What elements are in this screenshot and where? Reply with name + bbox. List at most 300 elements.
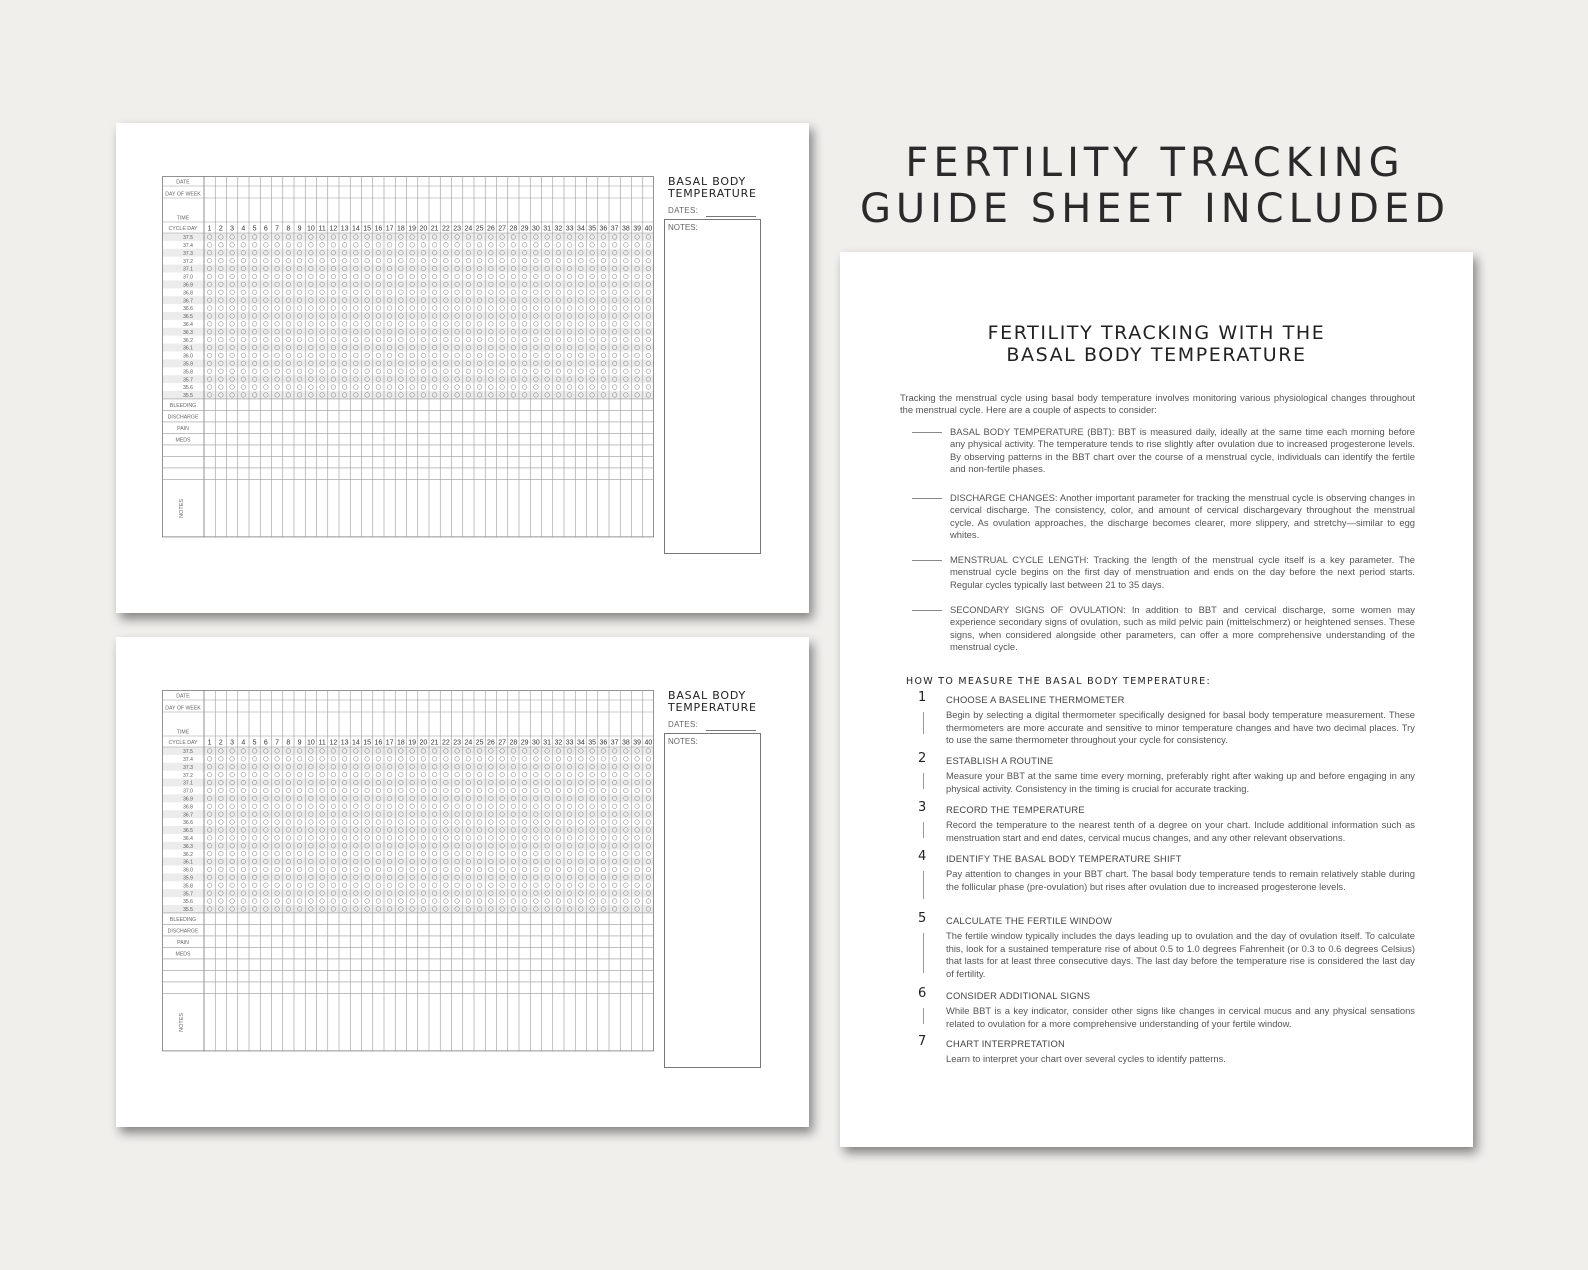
temperature-circle	[511, 290, 516, 295]
temperature-circle	[376, 353, 381, 358]
temperature-circle	[264, 836, 269, 841]
temperature-circle	[376, 258, 381, 263]
temperature-circle	[646, 804, 651, 809]
temperature-circle	[624, 290, 629, 295]
temperature-circle	[545, 757, 550, 762]
row-label: TIME	[176, 729, 190, 736]
temperature-circle	[331, 899, 336, 904]
temperature-circle	[601, 243, 606, 248]
temperature-circle	[219, 851, 224, 856]
temperature-circle	[590, 883, 595, 888]
temperature-circle	[286, 757, 291, 762]
temperature-circle	[421, 385, 426, 390]
temperature-circle	[500, 290, 505, 295]
cycle-day-number: 35	[588, 225, 597, 233]
cycle-day-number: 32	[554, 225, 563, 233]
temperature-circle	[635, 788, 640, 793]
temperature-circle	[342, 836, 347, 841]
temperature-circle	[500, 867, 505, 872]
temperature-circle	[534, 337, 539, 342]
temperature-circle	[500, 337, 505, 342]
temperature-circle	[432, 369, 437, 374]
temperature-label: 35.8	[183, 883, 193, 890]
temperature-circle	[601, 757, 606, 762]
temperature-circle	[522, 274, 527, 279]
temperature-circle	[399, 353, 404, 358]
temperature-circle	[331, 836, 336, 841]
temperature-circle	[522, 851, 527, 856]
temperature-circle	[590, 867, 595, 872]
temperature-circle	[399, 274, 404, 279]
temperature-circle	[421, 290, 426, 295]
temperature-circle	[624, 353, 629, 358]
temperature-circle	[342, 274, 347, 279]
temperature-circle	[432, 820, 437, 825]
temperature-circle	[522, 883, 527, 888]
cycle-day-number: 1	[207, 739, 212, 747]
temperature-circle	[511, 820, 516, 825]
temperature-circle	[635, 243, 640, 248]
temperature-circle	[387, 851, 392, 856]
temperature-circle	[500, 306, 505, 311]
step-number: 1	[918, 690, 927, 705]
temperature-circle	[477, 867, 482, 872]
temperature-circle	[219, 322, 224, 327]
temperature-circle	[612, 804, 617, 809]
temperature-circle	[455, 274, 460, 279]
temperature-circle	[410, 820, 415, 825]
cycle-day-number: 27	[498, 739, 507, 747]
step-item	[918, 751, 1415, 795]
temperature-row-shade	[163, 359, 655, 367]
temperature-circle	[410, 772, 415, 777]
temperature-circle	[432, 883, 437, 888]
temperature-circle	[219, 804, 224, 809]
row-label: CYCLE DAY	[168, 226, 198, 232]
temperature-circle	[354, 788, 359, 793]
temperature-circle	[354, 306, 359, 311]
temperature-circle	[556, 836, 561, 841]
temperature-circle	[500, 757, 505, 762]
temperature-label: 36.5	[183, 828, 193, 835]
temperature-circle	[444, 322, 449, 327]
temperature-circle	[612, 820, 617, 825]
temperature-circle	[207, 804, 212, 809]
temperature-circle	[241, 353, 246, 358]
aspect-text: DISCHARGE CHANGES: Another important parameter for tracking the menstrual cycle is observing changes in cervical discharge. The consistency, color, and amount of cervical dischargevary throughout the menstrual cycle. As ovulation approaches, the discharge becomes clearer, more slippery, and stretchy—similar to egg whites.	[950, 492, 1415, 541]
temperature-circle	[387, 899, 392, 904]
temperature-circle	[376, 883, 381, 888]
cycle-day-number: 17	[385, 225, 394, 233]
bbt-chart-grid	[162, 690, 662, 1072]
cycle-day-number: 6	[263, 739, 268, 747]
temperature-circle	[624, 883, 629, 888]
temperature-circle	[534, 258, 539, 263]
temperature-circle	[252, 385, 257, 390]
temperature-circle	[455, 337, 460, 342]
temperature-circle	[466, 306, 471, 311]
temperature-circle	[612, 772, 617, 777]
temperature-circle	[376, 274, 381, 279]
temperature-circle	[444, 258, 449, 263]
temperature-circle	[624, 243, 629, 248]
temperature-label: 36.3	[183, 843, 193, 850]
temperature-circle	[331, 369, 336, 374]
temperature-circle	[455, 867, 460, 872]
cycle-day-number: 35	[588, 739, 597, 747]
aspect-text: MENSTRUAL CYCLE LENGTH: Tracking the length of the menstrual cycle itself is a key parameter. The menstrual cycle begins on the first day of menstruation and ends on the day before the next period starts. Regular cycles typically last between 21 to 35 days.	[950, 554, 1415, 590]
temperature-circle	[466, 851, 471, 856]
temperature-circle	[207, 306, 212, 311]
temperature-circle	[567, 290, 572, 295]
temperature-label: 36.1	[183, 345, 193, 352]
temperature-circle	[207, 385, 212, 390]
temperature-circle	[387, 337, 392, 342]
temperature-circle	[500, 820, 505, 825]
temperature-circle	[219, 337, 224, 342]
temperature-circle	[376, 820, 381, 825]
temperature-circle	[601, 899, 606, 904]
temperature-circle	[511, 788, 516, 793]
temperature-circle	[522, 353, 527, 358]
temperature-circle	[410, 322, 415, 327]
cycle-day-number: 11	[318, 225, 326, 233]
step-text: The fertile window typically includes the days leading up to ovulation and the day of ovulation itself. To calculate this, look for a sustained temperature rise of about 0.5 to 1.0 degrees Fahrenheit (or 0.3 to 0.6 degrees Celsius) that lasts for at least three consecutive days. The last day before the temperature rise is considered the last day of fertility.	[946, 930, 1415, 979]
temperature-row-shade	[163, 763, 655, 771]
temperature-circle	[410, 899, 415, 904]
temperature-circle	[264, 804, 269, 809]
step-item	[918, 1034, 1415, 1066]
temperature-circle	[635, 274, 640, 279]
cycle-day-number: 15	[363, 739, 372, 747]
temperature-circle	[252, 820, 257, 825]
temperature-circle	[579, 851, 584, 856]
temperature-circle	[545, 353, 550, 358]
temperature-circle	[624, 337, 629, 342]
temperature-circle	[252, 804, 257, 809]
temperature-row-shade	[163, 312, 655, 320]
temperature-circle	[590, 788, 595, 793]
aspect-text: BASAL BODY TEMPERATURE (BBT): BBT is measured daily, ideally at the same time each morning before any physical activity. The temperature tends to rise slightly after ovulation due to increased progesterone levels. By observing patterns in the BBT chart over the course of a menstrual cycle, individuals can identify the fertile and non-fertile phases.	[950, 426, 1415, 475]
row-label: TIME	[176, 215, 190, 222]
temperature-circle	[466, 788, 471, 793]
temperature-circle	[354, 772, 359, 777]
temperature-circle	[466, 772, 471, 777]
temperature-circle	[646, 337, 651, 342]
temperature-circle	[635, 899, 640, 904]
cycle-day-number: 7	[275, 225, 280, 233]
temperature-circle	[207, 851, 212, 856]
temperature-circle	[376, 804, 381, 809]
temperature-circle	[342, 385, 347, 390]
temperature-circle	[342, 290, 347, 295]
notes-row-label: NOTES	[179, 498, 185, 518]
temperature-circle	[534, 322, 539, 327]
temperature-circle	[444, 369, 449, 374]
temperature-circle	[241, 385, 246, 390]
temperature-label: 36.7	[183, 812, 193, 819]
temperature-label: 36.7	[183, 298, 193, 305]
temperature-circle	[601, 788, 606, 793]
cycle-day-number: 28	[509, 739, 518, 747]
temperature-circle	[264, 883, 269, 888]
temperature-circle	[455, 836, 460, 841]
step-title: CONSIDER ADDITIONAL SIGNS	[946, 990, 1091, 1001]
bbt-chart-sheet-2	[116, 637, 809, 1127]
guide-title-line-2: BASAL BODY TEMPERATURE	[1006, 344, 1307, 366]
temperature-circle	[432, 804, 437, 809]
hero-title-line-2: GUIDE SHEET INCLUDED	[859, 186, 1451, 232]
tracking-label: DISCHARGE	[167, 414, 199, 421]
temperature-circle	[511, 883, 516, 888]
temperature-circle	[635, 385, 640, 390]
temperature-circle	[309, 322, 314, 327]
temperature-circle	[534, 772, 539, 777]
tracking-label: DISCHARGE	[167, 928, 199, 935]
temperature-circle	[545, 899, 550, 904]
temperature-circle	[500, 804, 505, 809]
temperature-circle	[207, 290, 212, 295]
temperature-circle	[590, 337, 595, 342]
temperature-circle	[556, 353, 561, 358]
cycle-day-number: 10	[306, 739, 315, 747]
temperature-circle	[455, 290, 460, 295]
temperature-circle	[534, 385, 539, 390]
temperature-circle	[342, 757, 347, 762]
temperature-circle	[230, 899, 235, 904]
temperature-circle	[635, 322, 640, 327]
temperature-circle	[511, 243, 516, 248]
temperature-circle	[601, 867, 606, 872]
temperature-row-shade	[163, 265, 655, 273]
temperature-circle	[219, 385, 224, 390]
temperature-circle	[545, 385, 550, 390]
temperature-circle	[477, 899, 482, 904]
temperature-circle	[477, 851, 482, 856]
temperature-circle	[410, 757, 415, 762]
temperature-circle	[365, 757, 370, 762]
temperature-circle	[286, 883, 291, 888]
temperature-circle	[387, 243, 392, 248]
step-text: Begin by selecting a digital thermometer specifically designed for basal body temperature measurement. These thermometers are more accurate and sensitive to minor temperature changes and have two decimal places. Try to use the same thermometer throughout your cycle for consistency.	[946, 709, 1415, 746]
cycle-day-number: 33	[565, 739, 574, 747]
cycle-day-number: 5	[252, 225, 257, 233]
temperature-circle	[590, 851, 595, 856]
temperature-circle	[466, 337, 471, 342]
temperature-row-shade	[163, 249, 655, 257]
temperature-circle	[387, 804, 392, 809]
temperature-circle	[545, 772, 550, 777]
aspect-text: SECONDARY SIGNS OF OVULATION: In addition to BBT and cervical discharge, some women may experience secondary signs of ovulation, such as mild pelvic pain (mittelschmerz) or heightened senses. These signs, when considered alongside other parameters, can offer a more comprehensive understanding of the menstrual cycle.	[950, 604, 1415, 653]
temperature-circle	[309, 820, 314, 825]
temperature-circle	[297, 353, 302, 358]
temperature-circle	[342, 337, 347, 342]
temperature-circle	[477, 757, 482, 762]
temperature-circle	[590, 899, 595, 904]
temperature-circle	[556, 788, 561, 793]
temperature-circle	[522, 820, 527, 825]
temperature-circle	[556, 369, 561, 374]
temperature-circle	[545, 883, 550, 888]
temperature-circle	[376, 243, 381, 248]
temperature-circle	[219, 306, 224, 311]
temperature-circle	[354, 290, 359, 295]
temperature-circle	[489, 804, 494, 809]
temperature-circle	[410, 258, 415, 263]
temperature-circle	[252, 306, 257, 311]
cycle-day-number: 15	[363, 225, 372, 233]
temperature-circle	[264, 385, 269, 390]
temperature-circle	[410, 804, 415, 809]
notes-label: NOTES:	[668, 223, 698, 232]
temperature-circle	[286, 322, 291, 327]
temperature-circle	[567, 851, 572, 856]
temperature-label: 36.0	[183, 353, 193, 360]
temperature-circle	[646, 385, 651, 390]
cycle-day-number: 33	[565, 225, 574, 233]
temperature-circle	[511, 306, 516, 311]
temperature-circle	[500, 353, 505, 358]
temperature-circle	[466, 757, 471, 762]
temperature-circle	[230, 353, 235, 358]
temperature-circle	[466, 322, 471, 327]
temperature-circle	[320, 772, 325, 777]
temperature-circle	[230, 274, 235, 279]
step-line	[923, 871, 924, 899]
cycle-day-number: 16	[374, 225, 383, 233]
cycle-day-number: 25	[475, 225, 484, 233]
temperature-circle	[297, 899, 302, 904]
temperature-circle	[410, 851, 415, 856]
aspect-item	[950, 604, 1415, 654]
temperature-circle	[567, 243, 572, 248]
temperature-circle	[264, 820, 269, 825]
temperature-circle	[466, 385, 471, 390]
temperature-circle	[365, 385, 370, 390]
temperature-circle	[579, 258, 584, 263]
temperature-circle	[466, 258, 471, 263]
temperature-circle	[556, 757, 561, 762]
temperature-circle	[297, 867, 302, 872]
temperature-circle	[286, 836, 291, 841]
temperature-circle	[421, 337, 426, 342]
temperature-circle	[286, 369, 291, 374]
temperature-circle	[590, 757, 595, 762]
cycle-day-number: 32	[554, 739, 563, 747]
cycle-day-number: 37	[610, 739, 619, 747]
temperature-circle	[309, 851, 314, 856]
temperature-circle	[522, 804, 527, 809]
temperature-circle	[207, 883, 212, 888]
cycle-day-number: 23	[453, 739, 462, 747]
temperature-circle	[477, 883, 482, 888]
temperature-circle	[500, 322, 505, 327]
temperature-circle	[399, 306, 404, 311]
temperature-circle	[601, 883, 606, 888]
temperature-circle	[320, 836, 325, 841]
temperature-circle	[331, 385, 336, 390]
step-item	[918, 849, 1415, 893]
temperature-label: 35.6	[183, 385, 193, 392]
temperature-circle	[320, 385, 325, 390]
temperature-circle	[567, 385, 572, 390]
cycle-day-number: 27	[498, 225, 507, 233]
temperature-circle	[612, 836, 617, 841]
temperature-circle	[489, 322, 494, 327]
temperature-circle	[320, 337, 325, 342]
aspect-dash	[912, 560, 942, 561]
temperature-circle	[365, 243, 370, 248]
temperature-circle	[320, 851, 325, 856]
temperature-circle	[320, 883, 325, 888]
step-title: ESTABLISH A ROUTINE	[946, 755, 1054, 766]
temperature-circle	[646, 306, 651, 311]
temperature-circle	[444, 804, 449, 809]
temperature-circle	[219, 820, 224, 825]
temperature-circle	[444, 274, 449, 279]
temperature-circle	[646, 353, 651, 358]
temperature-circle	[601, 820, 606, 825]
temperature-circle	[432, 274, 437, 279]
temperature-circle	[241, 243, 246, 248]
temperature-circle	[376, 836, 381, 841]
temperature-circle	[500, 274, 505, 279]
guide-title	[840, 322, 1473, 366]
temperature-circle	[612, 353, 617, 358]
temperature-label: 37.1	[183, 780, 193, 787]
temperature-circle	[624, 851, 629, 856]
cycle-day-number: 20	[419, 225, 428, 233]
temperature-circle	[421, 306, 426, 311]
step-title: IDENTIFY THE BASAL BODY TEMPERATURE SHIFT	[946, 853, 1182, 864]
step-text: Pay attention to changes in your BBT chart. The basal body temperature tends to remain relatively stable during the follicular phase (pre-ovulation) but rises after ovulation due to increased progesterone levels.	[946, 868, 1415, 892]
temperature-circle	[207, 369, 212, 374]
temperature-circle	[421, 322, 426, 327]
temperature-circle	[331, 788, 336, 793]
temperature-circle	[342, 243, 347, 248]
temperature-circle	[286, 353, 291, 358]
temperature-circle	[354, 353, 359, 358]
temperature-circle	[264, 757, 269, 762]
temperature-circle	[252, 757, 257, 762]
temperature-circle	[444, 353, 449, 358]
temperature-circle	[219, 258, 224, 263]
temperature-circle	[511, 322, 516, 327]
cycle-day-number: 4	[241, 739, 246, 747]
temperature-circle	[331, 337, 336, 342]
temperature-circle	[432, 772, 437, 777]
temperature-circle	[466, 883, 471, 888]
temperature-circle	[365, 788, 370, 793]
temperature-circle	[511, 836, 516, 841]
temperature-circle	[612, 322, 617, 327]
temperature-circle	[590, 290, 595, 295]
temperature-circle	[444, 836, 449, 841]
temperature-circle	[556, 243, 561, 248]
temperature-circle	[579, 353, 584, 358]
temperature-circle	[342, 820, 347, 825]
temperature-circle	[309, 385, 314, 390]
temperature-circle	[624, 836, 629, 841]
temperature-circle	[354, 851, 359, 856]
temperature-circle	[635, 258, 640, 263]
temperature-circle	[534, 788, 539, 793]
temperature-circle	[444, 306, 449, 311]
temperature-circle	[387, 353, 392, 358]
temperature-circle	[432, 337, 437, 342]
temperature-circle	[590, 274, 595, 279]
temperature-circle	[399, 851, 404, 856]
